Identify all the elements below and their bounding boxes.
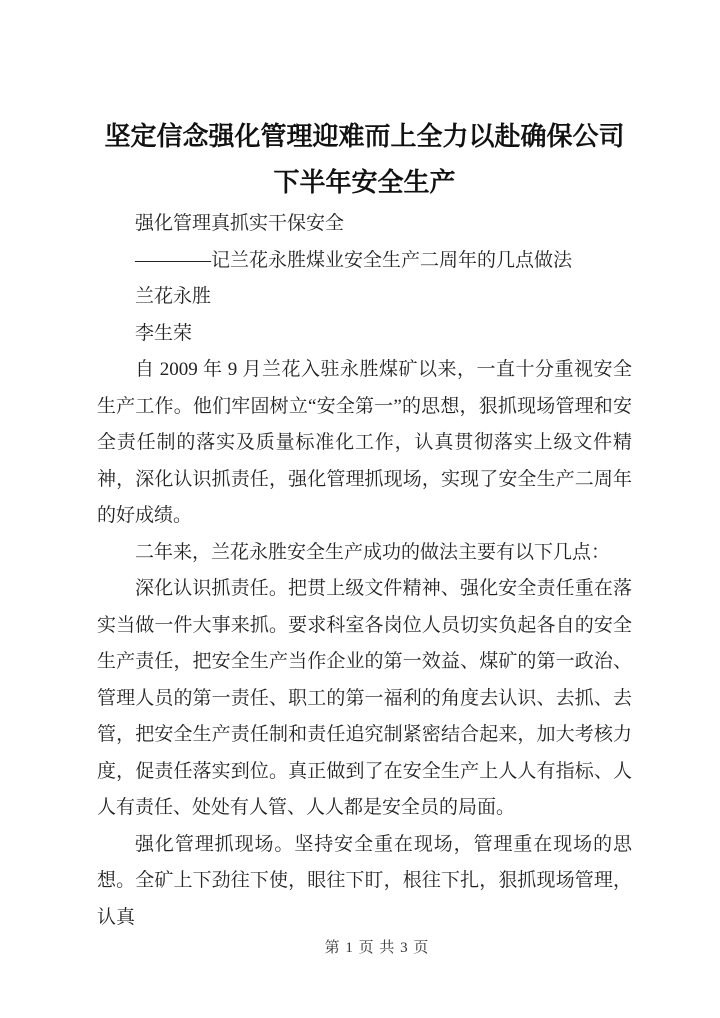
paragraph: 李生荣 [135, 322, 193, 344]
paragraph: 强化管理真抓实干保安全 [135, 213, 345, 234]
paragraph: 二年来，兰花永胜安全生产成功的做法主要有以下几点： [135, 541, 611, 563]
page-footer [0, 936, 720, 957]
document-body [97, 206, 632, 936]
paragraph: ————记兰花永胜煤业安全生产二周年的几点做法 [135, 249, 573, 271]
paragraph: 兰花永胜 [135, 286, 212, 307]
document-title: 坚定信念强化管理迎难而上全力以赴确保公司下半年安全生产 [104, 122, 625, 197]
paragraph: 强化管理抓现场。坚持安全重在现场，管理重在现场的思想。全矿上下劲往下使，眼往下盯，根往下扎，狠抓现场管理，认真 [97, 833, 632, 928]
page-number-indicator: 第 1 页 共 3 页 [324, 940, 430, 956]
paragraph: 深化认识抓责任。把贯上级文件精神、强化安全责任重在落实当做一件大事来抓。要求科室各岗位人员切实负起各自的安全生产责任，把安全生产当作企业的第一效益、煤矿的第一政治、管理人员的第一责任、职工的第一福利的角度去认识、去抓、去管，把安全生产责任制和责任追究制紧密结合起来，加大考核力度，促责任落实到位。真正做到了在安全生产上人人有指标、人人有责任、处处有人管、人人都是安全员的局面。 [97, 578, 632, 818]
document-content [97, 114, 632, 936]
paragraph: 自 2009 年 9 月兰花入驻永胜煤矿以来，一直十分重视安全生产工作。他们牢固树立“安全第一”的思想，狠抓现场管理和安全责任制的落实及质量标准化工作，认真贯彻落实上级文件精神，深化认识抓责任，强化管理抓现场，实现了安全生产二周年的好成绩。 [97, 359, 632, 526]
